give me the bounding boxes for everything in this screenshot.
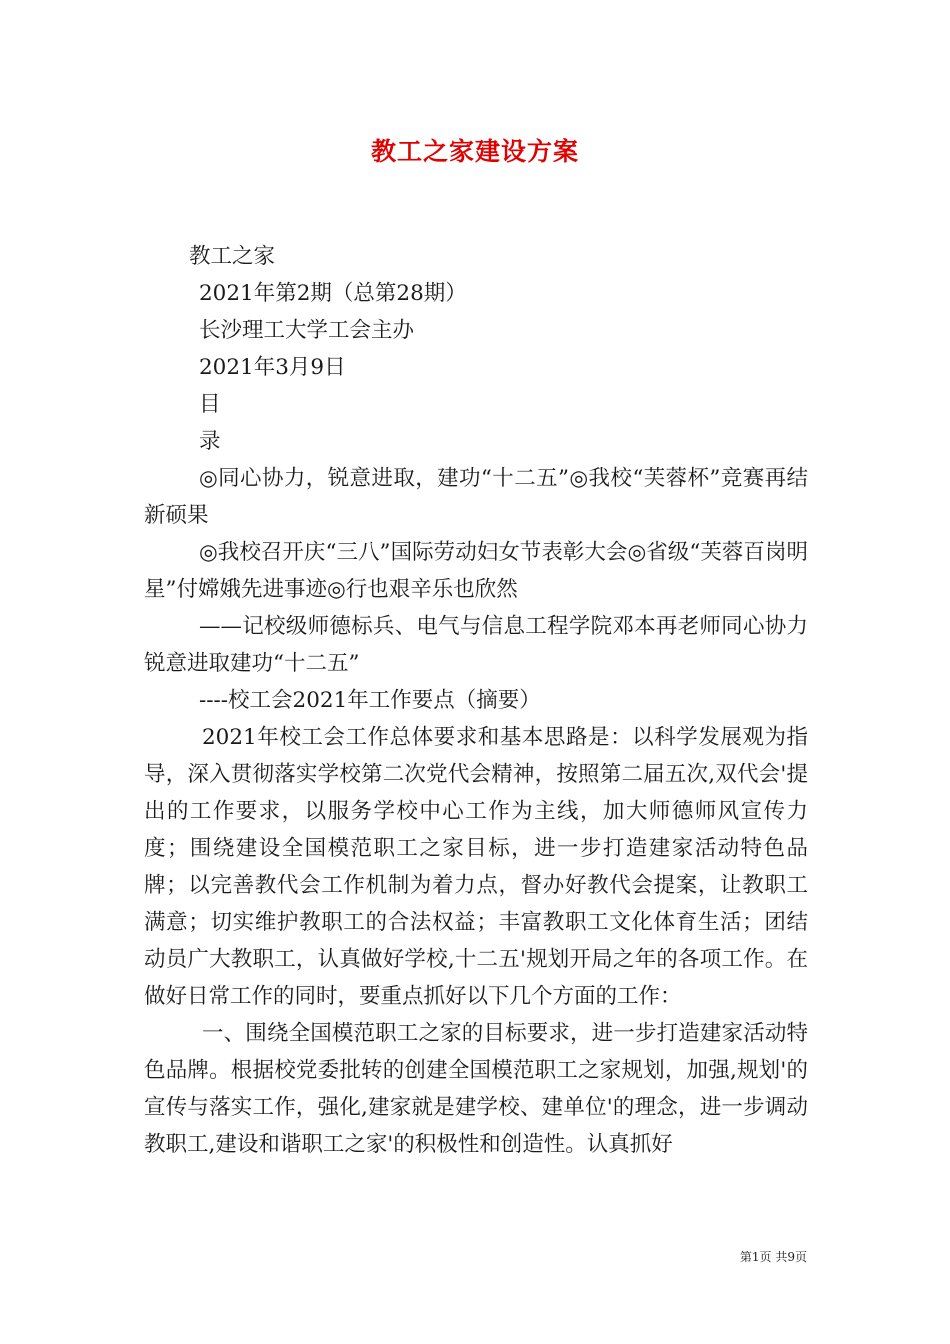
header-line-date: 2021年3月9日 (199, 355, 346, 380)
header-line-publisher: 长沙理工大学工会主办 (199, 318, 415, 343)
toc-item-paragraph: ——记校级师德标兵、电气与信息工程学院邓本再老师同心协力锐意进取建功“十二五” (144, 614, 808, 676)
header-line-contents-1: 目 (199, 392, 221, 417)
document-body (144, 238, 808, 1163)
page-number: 第1页 共9页 (739, 1250, 807, 1264)
toc-item-paragraph: ◎同心协力，锐意进取，建功“十二五”◎我校“芙蓉杯”竞赛再结新硕果 (144, 466, 808, 528)
header-line-journal: 教工之家 (189, 244, 276, 269)
header-line-issue: 2021年第2期（总第28期） (199, 281, 467, 306)
body-paragraph: 2021年校工会工作总体要求和基本思路是：以科学发展观为指导，深入贯彻落实学校第二次党代会精神，按照第二届五次,双代会'提出的工作要求，以服务学校中心工作为主线，加大师德师风宣传力度；围绕建设全国模范职工之家目标，进一步打造建家活动特色品牌；以完善教代会工作机制为着力点，督办好教代会提案，让教职工满意；切实维护教职工的合法权益；丰富教职工文化体育生活；团结动员广大教职工，认真做好学校,十二五'规划开局之年的各项工作。在做好日常工作的同时，要重点抓好以下几个方面的工作： (144, 725, 808, 1009)
toc-item-paragraph: ◎我校召开庆“三八”国际劳动妇女节表彰大会◎省级“芙蓉百岗明星”付嫦娥先进事迹◎行也艰辛乐也欣然 (144, 540, 808, 602)
toc-item-paragraph: ----校工会2021年工作要点（摘要） (199, 688, 541, 713)
document-title: 教工之家建设方案 (370, 137, 579, 166)
body-paragraph: 一、围绕全国模范职工之家的目标要求，进一步打造建家活动特色品牌。根据校党委批转的创建全国模范职工之家规划，加强,规划'的宣传与落实工作，强化,建家就是建学校、建单位'的理念，进一步调动教职工,建设和谐职工之家'的积极性和创造性。认真抓好 (144, 1021, 808, 1157)
header-line-contents-2: 录 (199, 429, 221, 454)
